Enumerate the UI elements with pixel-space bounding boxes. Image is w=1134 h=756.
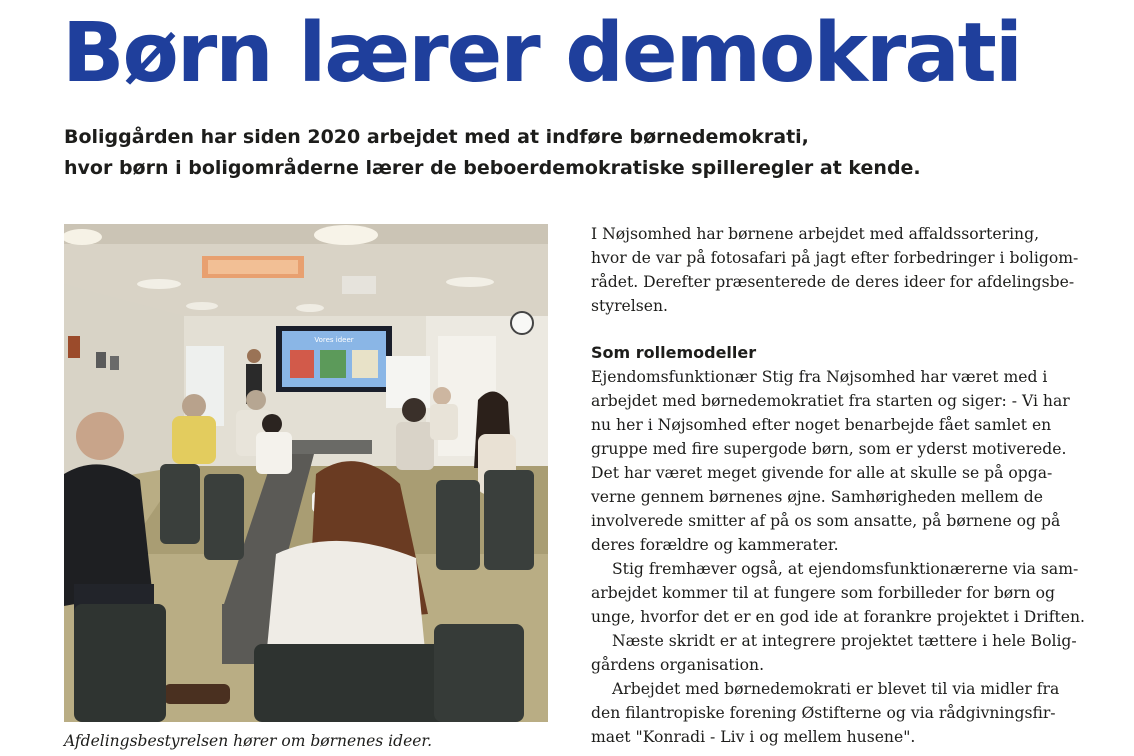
body-line: deres forældre og kammerater. xyxy=(591,536,839,554)
body-line: Stig fremhæver også, at ejendomsfunktionærerne via sam- xyxy=(612,560,1079,578)
body-line: den filantropiske forening Østifterne og via rådgivningsfir- xyxy=(591,704,1056,722)
body-line: Ejendomsfunktionær Stig fra Nøjsomhed har været med i xyxy=(591,368,1048,386)
body-line: rådet. Derefter præsenterede de deres ideer for afdelingsbe- xyxy=(591,273,1075,291)
body-line: verne gennem børnenes øjne. Samhørigheden mellem de xyxy=(591,488,1043,506)
photo-caption: Afdelingsbestyrelsen hører om børnenes ideer. xyxy=(64,732,433,750)
article-lead xyxy=(64,122,964,184)
article-photo xyxy=(64,224,548,722)
body-line: gruppe med fire supergode børn, som er yderst motiverede. xyxy=(591,440,1067,458)
body-line: involverede smitter af på os som ansatte, på børnene og på xyxy=(591,512,1061,530)
body-line: maet "Konradi - Liv i og mellem husene". xyxy=(591,728,916,746)
body-line: Næste skridt er at integrere projektet tættere i hele Bolig- xyxy=(612,632,1077,650)
body-line: unge, hvorfor det er en god ide at forankre projektet i Driften. xyxy=(591,608,1086,626)
lead-line: hvor børn i boligområderne lærer de beboerdemokratiske spilleregler at kende. xyxy=(64,157,921,179)
article-body xyxy=(591,222,1086,749)
lead-line: Boliggården har siden 2020 arbejdet med at indføre børnedemokrati, xyxy=(64,126,809,148)
body-line: arbejdet kommer til at fungere som forbilleder for børn og xyxy=(591,584,1056,602)
body-line: gårdens organisation. xyxy=(591,656,765,674)
body-line: Det har været meget givende for alle at skulle se på opga- xyxy=(591,464,1053,482)
body-line: I Nøjsomhed har børnene arbejdet med affaldssortering, xyxy=(591,225,1040,243)
body-line: Arbejdet med børnedemokrati er blevet til via midler fra xyxy=(612,680,1060,698)
screen-title: Vores ideer xyxy=(314,336,354,344)
article-headline: Børn lærer demokrati xyxy=(62,6,1021,101)
section-subheading: Som rollemodeller xyxy=(591,343,757,362)
body-line: nu her i Nøjsomhed efter noget benarbejde fået samlet en xyxy=(591,416,1052,434)
body-line: arbejdet med børnedemokratiet fra starten og siger: - Vi har xyxy=(591,392,1070,410)
body-line: hvor de var på fotosafari på jagt efter forbedringer i boligom- xyxy=(591,249,1079,267)
body-line: styrelsen. xyxy=(591,297,668,315)
